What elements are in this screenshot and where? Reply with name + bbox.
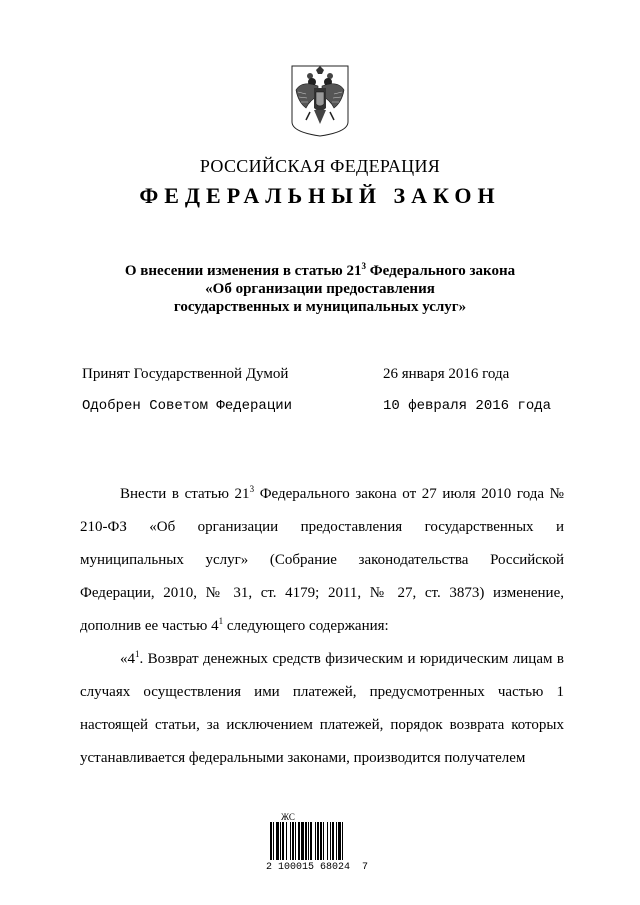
law-title [60, 262, 580, 316]
council-label: Одобрен Советом Федерации [82, 398, 293, 414]
title-text: Федерального закона [366, 263, 516, 279]
title-superscript: 3 [361, 261, 367, 271]
title-text: О внесении изменения в статью 21 [124, 263, 362, 279]
title-line-2: «Об организации предоставления [205, 281, 435, 297]
body-text: Федерального закона от 27 июля 2010 года № 210-ФЗ «Об организации предоставления государственных и муниципальных услуг» (Собрание законодательства Российской Федерации, 2010, № 31, ст. 4179; 2011, № 27, ст. 3873) изменение, дополнив ее частью 4 [80, 486, 564, 634]
title-line-1 [60, 262, 580, 280]
law-body [80, 478, 564, 775]
barcode-icon [270, 822, 374, 860]
body-text: Внести в статью 21 [120, 486, 250, 502]
body-superscript: 1 [218, 616, 224, 626]
paragraph-2 [80, 643, 564, 775]
body-superscript: 1 [135, 649, 140, 659]
barcode-number: 2 100015 68024 7 [266, 862, 369, 873]
title-line-3: государственных и муниципальных услуг» [173, 299, 467, 315]
body-text: следующего содержания: [223, 618, 389, 634]
country-name: РОССИЙСКАЯ ФЕДЕРАЦИЯ [199, 156, 441, 176]
document-type: ФЕДЕРАЛЬНЫЙ ЗАКОН [139, 183, 501, 208]
council-date: 10 февраля 2016 года [383, 398, 552, 414]
duma-date: 26 января 2016 года [383, 366, 510, 382]
body-text: . Возврат денежных средств физическим и юридическим лицам в случаях осуществления ими платежей, предусмотренных частью 1 настоящей статьи, за исключением платежей, порядок возврата которых устанавливается федеральными законами, производится получателем [80, 651, 564, 766]
paragraph-1 [80, 478, 564, 643]
barcode-mark: ЖС [281, 812, 295, 822]
duma-label: Принят Государственной Думой [82, 366, 289, 382]
body-text: «4 [120, 651, 135, 667]
russian-coat-of-arms-icon [288, 62, 352, 138]
body-superscript: 3 [249, 484, 255, 494]
